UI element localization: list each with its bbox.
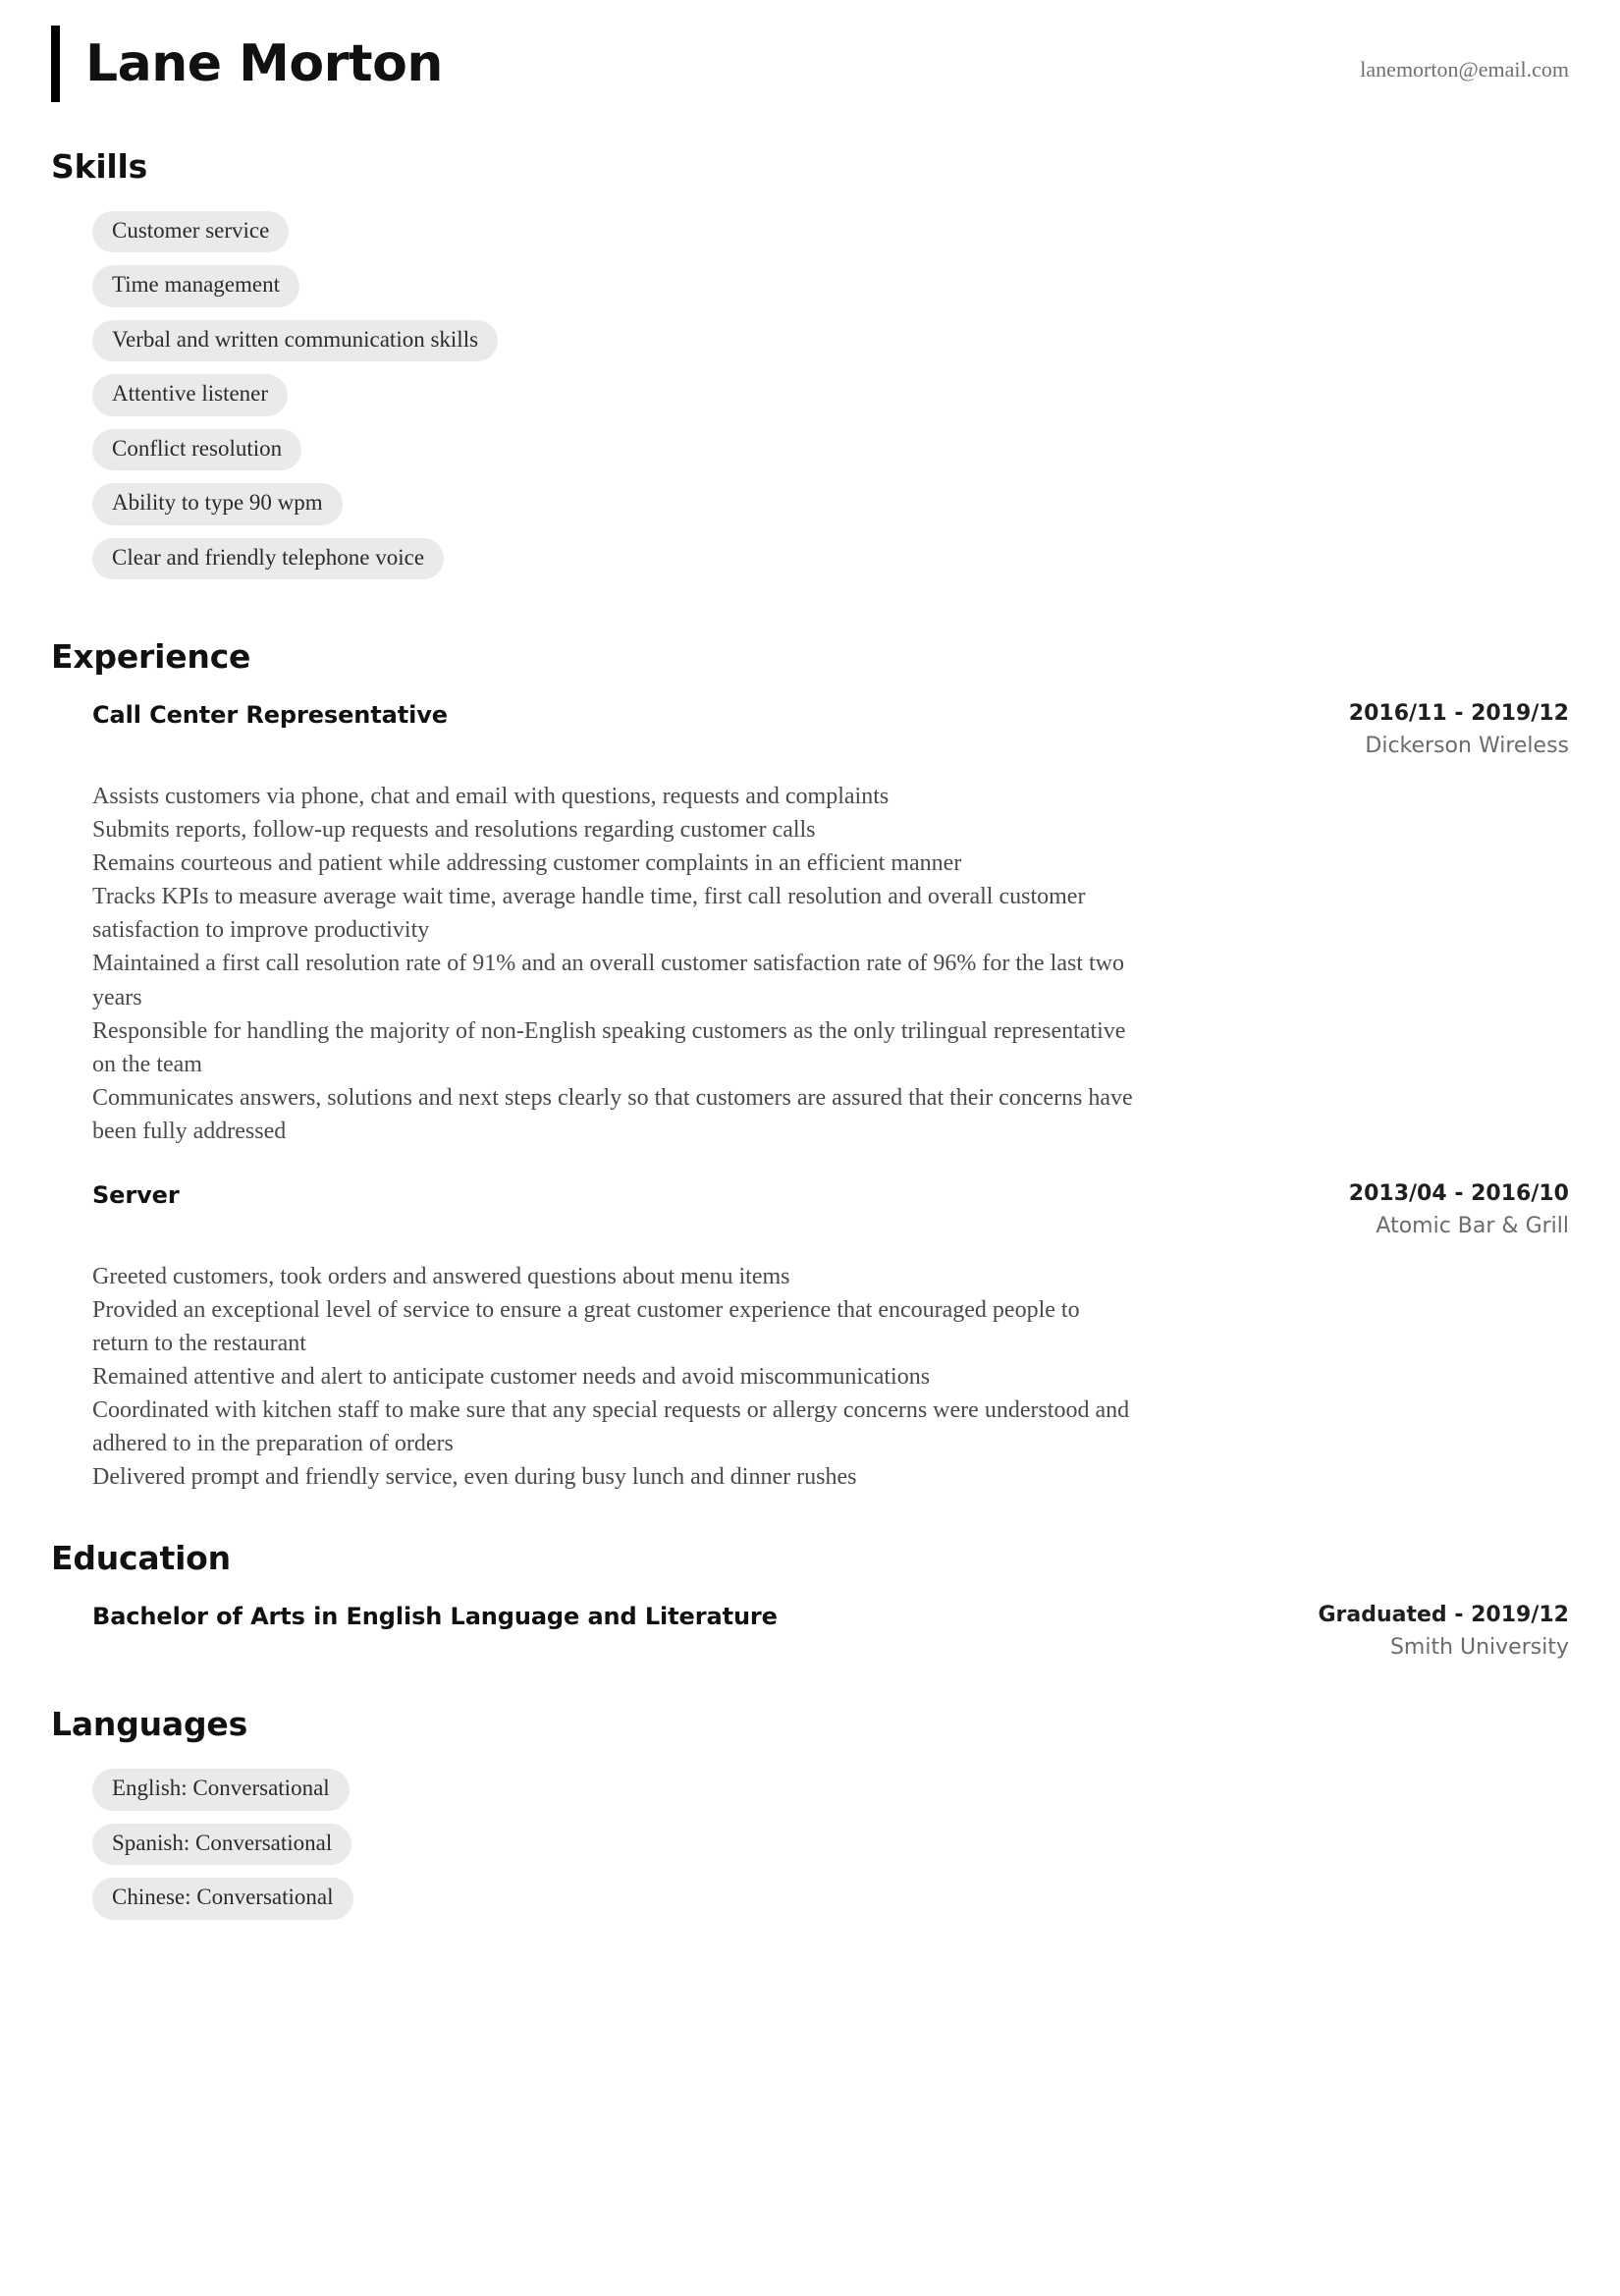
description-line: Tracks KPIs to measure average wait time, average handle time, first call resolution and overall customer satisfaction to improve productivity bbox=[92, 884, 1086, 944]
job-dates: 2013/04 - 2016/10 bbox=[1348, 1180, 1569, 1206]
job-dates: 2016/11 - 2019/12 bbox=[1348, 701, 1569, 727]
skill-pill: Verbal and written communication skills bbox=[92, 320, 498, 361]
description-line: Maintained a first call resolution rate of 91% and an overall customer satisfaction rate of 96% for the last two years bbox=[92, 951, 1124, 1011]
job-description bbox=[92, 1260, 1138, 1495]
skill-pill: Attentive listener bbox=[92, 374, 288, 415]
job-company: Atomic Bar & Grill bbox=[1376, 1213, 1569, 1238]
list-item bbox=[92, 429, 1569, 483]
name-block bbox=[51, 26, 443, 102]
description-line: Greeted customers, took orders and answered questions about menu items bbox=[92, 1263, 790, 1289]
description-line: Communicates answers, solutions and next steps clearly so that customers are assured that their concerns have been fully addressed bbox=[92, 1084, 1133, 1144]
skill-pill: Ability to type 90 wpm bbox=[92, 483, 343, 524]
section-title-education: Education bbox=[51, 1539, 231, 1578]
section-title-skills: Skills bbox=[51, 147, 148, 186]
section-title-experience: Experience bbox=[51, 637, 251, 677]
language-pill: Chinese: Conversational bbox=[92, 1878, 353, 1919]
job-meta bbox=[1333, 1181, 1569, 1238]
school-name: Smith University bbox=[1389, 1635, 1569, 1661]
section-experience bbox=[51, 637, 1569, 1494]
description-line: Remains courteous and patient while addressing customer complaints in an efficient manner bbox=[92, 850, 962, 877]
education-entry-header bbox=[92, 1603, 1569, 1660]
description-line: Remained attentive and alert to anticipate customer needs and avoid miscommunications bbox=[92, 1364, 931, 1391]
languages-pill-list bbox=[51, 1769, 1569, 1932]
section-languages bbox=[51, 1705, 1569, 1932]
section-title-languages: Languages bbox=[51, 1705, 248, 1744]
page-title: Lane Morton bbox=[85, 33, 443, 93]
list-item bbox=[92, 320, 1569, 374]
job-company: Dickerson Wireless bbox=[1365, 734, 1569, 759]
experience-entry-header bbox=[92, 1181, 1569, 1238]
job-title: Call Center Representative bbox=[92, 701, 448, 730]
experience-entry bbox=[51, 1181, 1569, 1495]
contact-email: lanemorton@email.com bbox=[1360, 57, 1569, 82]
list-item bbox=[92, 1824, 1569, 1878]
language-pill: Spanish: Conversational bbox=[92, 1824, 351, 1865]
skill-pill: Clear and friendly telephone voice bbox=[92, 538, 444, 579]
education-meta bbox=[1318, 1603, 1569, 1660]
list-item bbox=[92, 1769, 1569, 1823]
degree-title: Bachelor of Arts in English Language and Literature bbox=[92, 1603, 778, 1631]
graduation-date: Graduated - 2019/12 bbox=[1318, 1603, 1569, 1628]
list-item bbox=[92, 538, 1569, 592]
list-item bbox=[92, 265, 1569, 319]
list-item bbox=[92, 211, 1569, 265]
section-education bbox=[51, 1539, 1569, 1660]
resume-header bbox=[51, 18, 1569, 102]
skill-pill: Time management bbox=[92, 265, 299, 306]
skill-pill: Conflict resolution bbox=[92, 429, 301, 470]
experience-entry-header bbox=[92, 701, 1569, 758]
language-pill: English: Conversational bbox=[92, 1769, 350, 1810]
description-line: Provided an exceptional level of service to ensure a great customer experience that encouraged people to return to the restaurant bbox=[92, 1297, 1080, 1357]
description-line: Delivered prompt and friendly service, even during busy lunch and dinner rushes bbox=[92, 1464, 857, 1491]
description-line: Responsible for handling the majority of non-English speaking customers as the only trilingual representative on the team bbox=[92, 1017, 1126, 1077]
job-title: Server bbox=[92, 1180, 180, 1209]
job-meta bbox=[1333, 701, 1569, 758]
skill-pill: Customer service bbox=[92, 211, 289, 252]
list-item bbox=[92, 483, 1569, 537]
description-line: Assists customers via phone, chat and email with questions, requests and complaints bbox=[92, 784, 890, 810]
description-line: Submits reports, follow-up requests and resolutions regarding customer calls bbox=[92, 817, 816, 844]
list-item bbox=[92, 374, 1569, 428]
experience-entry bbox=[51, 701, 1569, 1148]
education-entry bbox=[51, 1603, 1569, 1660]
skills-pill-list bbox=[51, 211, 1569, 592]
accent-bar bbox=[51, 26, 60, 102]
description-line: Coordinated with kitchen staff to make sure that any special requests or allergy concerns were understood and adhered to in the preparation of orders bbox=[92, 1397, 1130, 1457]
job-description bbox=[92, 780, 1138, 1148]
section-skills bbox=[51, 147, 1569, 592]
list-item bbox=[92, 1878, 1569, 1932]
